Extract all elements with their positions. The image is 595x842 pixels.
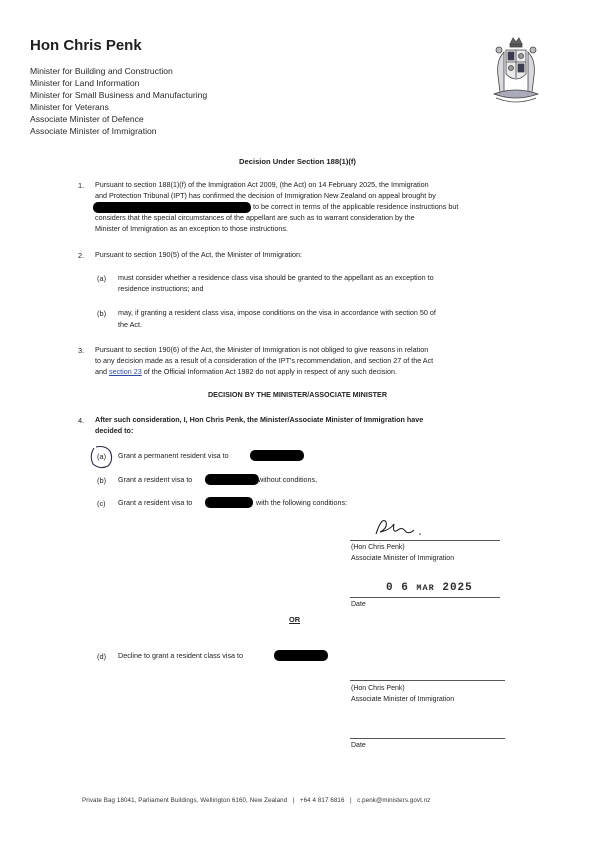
paragraph-number: 3. — [78, 346, 85, 355]
signature-icon — [368, 512, 428, 540]
redaction-block — [250, 450, 304, 461]
subpoint-line: must consider whether a residence class visa should be granted to the appellant as an exception to — [118, 273, 434, 282]
date-line — [350, 597, 500, 598]
paragraph-number: 4. — [78, 416, 85, 425]
date-stamp-month: MAR — [416, 583, 435, 593]
portfolio-line: Minister for Small Business and Manufacturing — [30, 90, 208, 100]
portfolio-line: Associate Minister of Immigration — [30, 126, 157, 136]
footer-separator: | — [349, 797, 352, 804]
decision-heading: DECISION BY THE MINISTER/ASSOCIATE MINISTER — [207, 390, 388, 399]
portfolio-line: Associate Minister of Defence — [30, 114, 144, 124]
signatory-role: Associate Minister of Immigration — [351, 696, 455, 703]
footer-address: Private Bag 18041, Parliament Buildings, Wellington 6160, New Zealand — [82, 797, 288, 804]
signature-line — [350, 680, 505, 681]
signatory-name: (Hon Chris Penk) — [351, 544, 405, 551]
minister-name: Hon Chris Penk — [30, 37, 142, 54]
option-label: (c) — [97, 499, 106, 508]
subpoint-line: may, if granting a resident class visa, impose conditions on the visa in accordance with section 50 of — [118, 308, 436, 317]
redaction-block — [93, 202, 251, 213]
paragraph-1-line: Pursuant to section 188(1)(f) of the Immigration Act 2009, (the Act) on 14 February 2025, the Immigration — [95, 180, 429, 189]
portfolio-line: Minister for Veterans — [30, 102, 109, 112]
date-stamp-year: 2025 — [442, 582, 473, 594]
date-label: Date — [351, 601, 366, 608]
option-b-text: Grant a resident visa to — [118, 475, 193, 484]
paragraph-3-line: Pursuant to section 190(6) of the Act, the Minister of Immigration is not obliged to give reasons in relation — [95, 345, 429, 354]
paragraph-1-line: considers that the special circumstances of the appellant are such as to warrant consideration by the — [95, 213, 415, 222]
redaction-block — [274, 650, 328, 661]
paragraph-4-line: After such consideration, I, Hon Chris Penk, the Minister/Associate Minister of Immigration have — [95, 415, 424, 424]
footer-separator: | — [292, 797, 295, 804]
paragraph-4-line: decided to: — [95, 426, 134, 435]
signatory-role: Associate Minister of Immigration — [351, 555, 455, 562]
subpoint-line: the Act. — [118, 320, 142, 329]
paragraph-3-text: of the Official Information Act 1982 do not apply in respect of any such decision. — [143, 367, 397, 376]
paragraph-3-line — [95, 367, 513, 377]
subpoint-line: residence instructions; and — [118, 284, 204, 293]
date-line — [350, 738, 505, 739]
option-b-text: without conditions, — [258, 475, 318, 484]
paragraph-3-line: to any decision made as a result of a consideration of the IPT's recommendation, and section 27 of the Act — [95, 356, 434, 365]
footer — [82, 797, 431, 804]
date-label: Date — [351, 742, 366, 749]
signatory-name: (Hon Chris Penk) — [351, 685, 405, 692]
option-label: (a) — [97, 452, 107, 461]
paragraph-1-line: to be correct in terms of the applicable residence instructions but — [253, 202, 459, 211]
redaction-block — [205, 497, 253, 508]
option-c-text: with the following conditions: — [256, 498, 348, 507]
paragraph-2-text: Pursuant to section 190(5) of the Act, the Minister of Immigration: — [95, 250, 302, 259]
paragraph-1-line: Minister of Immigration as an exception to those instructions. — [95, 224, 288, 233]
coat-of-arms-icon — [486, 36, 546, 108]
document-title: Decision Under Section 188(1)(f) — [239, 157, 356, 166]
footer-phone: +64 4 817 6816 — [299, 797, 345, 804]
option-label: (b) — [97, 476, 107, 485]
date-stamp — [386, 582, 473, 594]
footer-email[interactable]: c.penk@ministers.govt.nz — [357, 797, 431, 804]
paragraph-3-text: and — [95, 367, 107, 376]
paragraph-number: 1. — [78, 181, 85, 190]
subpoint-label: (a) — [97, 274, 107, 283]
signature-line — [350, 540, 500, 541]
date-stamp-day: 0 6 — [386, 582, 409, 594]
paragraph-number: 2. — [78, 251, 85, 260]
option-label: (d) — [97, 652, 107, 661]
option-a-text: Grant a permanent resident visa to — [118, 451, 229, 460]
section-23-link[interactable]: section 23 — [109, 367, 142, 376]
portfolio-line: Minister for Building and Construction — [30, 66, 173, 76]
portfolio-line: Minister for Land Information — [30, 78, 140, 88]
redaction-block — [205, 474, 259, 485]
or-separator: OR — [289, 615, 301, 624]
option-d-text: Decline to grant a resident class visa to — [118, 651, 244, 660]
option-c-text: Grant a resident visa to — [118, 498, 193, 507]
subpoint-label: (b) — [97, 309, 107, 318]
paragraph-1-line: and Protection Tribunal (IPT) has confirmed the decision of Immigration New Zealand on appeal brought by — [95, 191, 436, 200]
